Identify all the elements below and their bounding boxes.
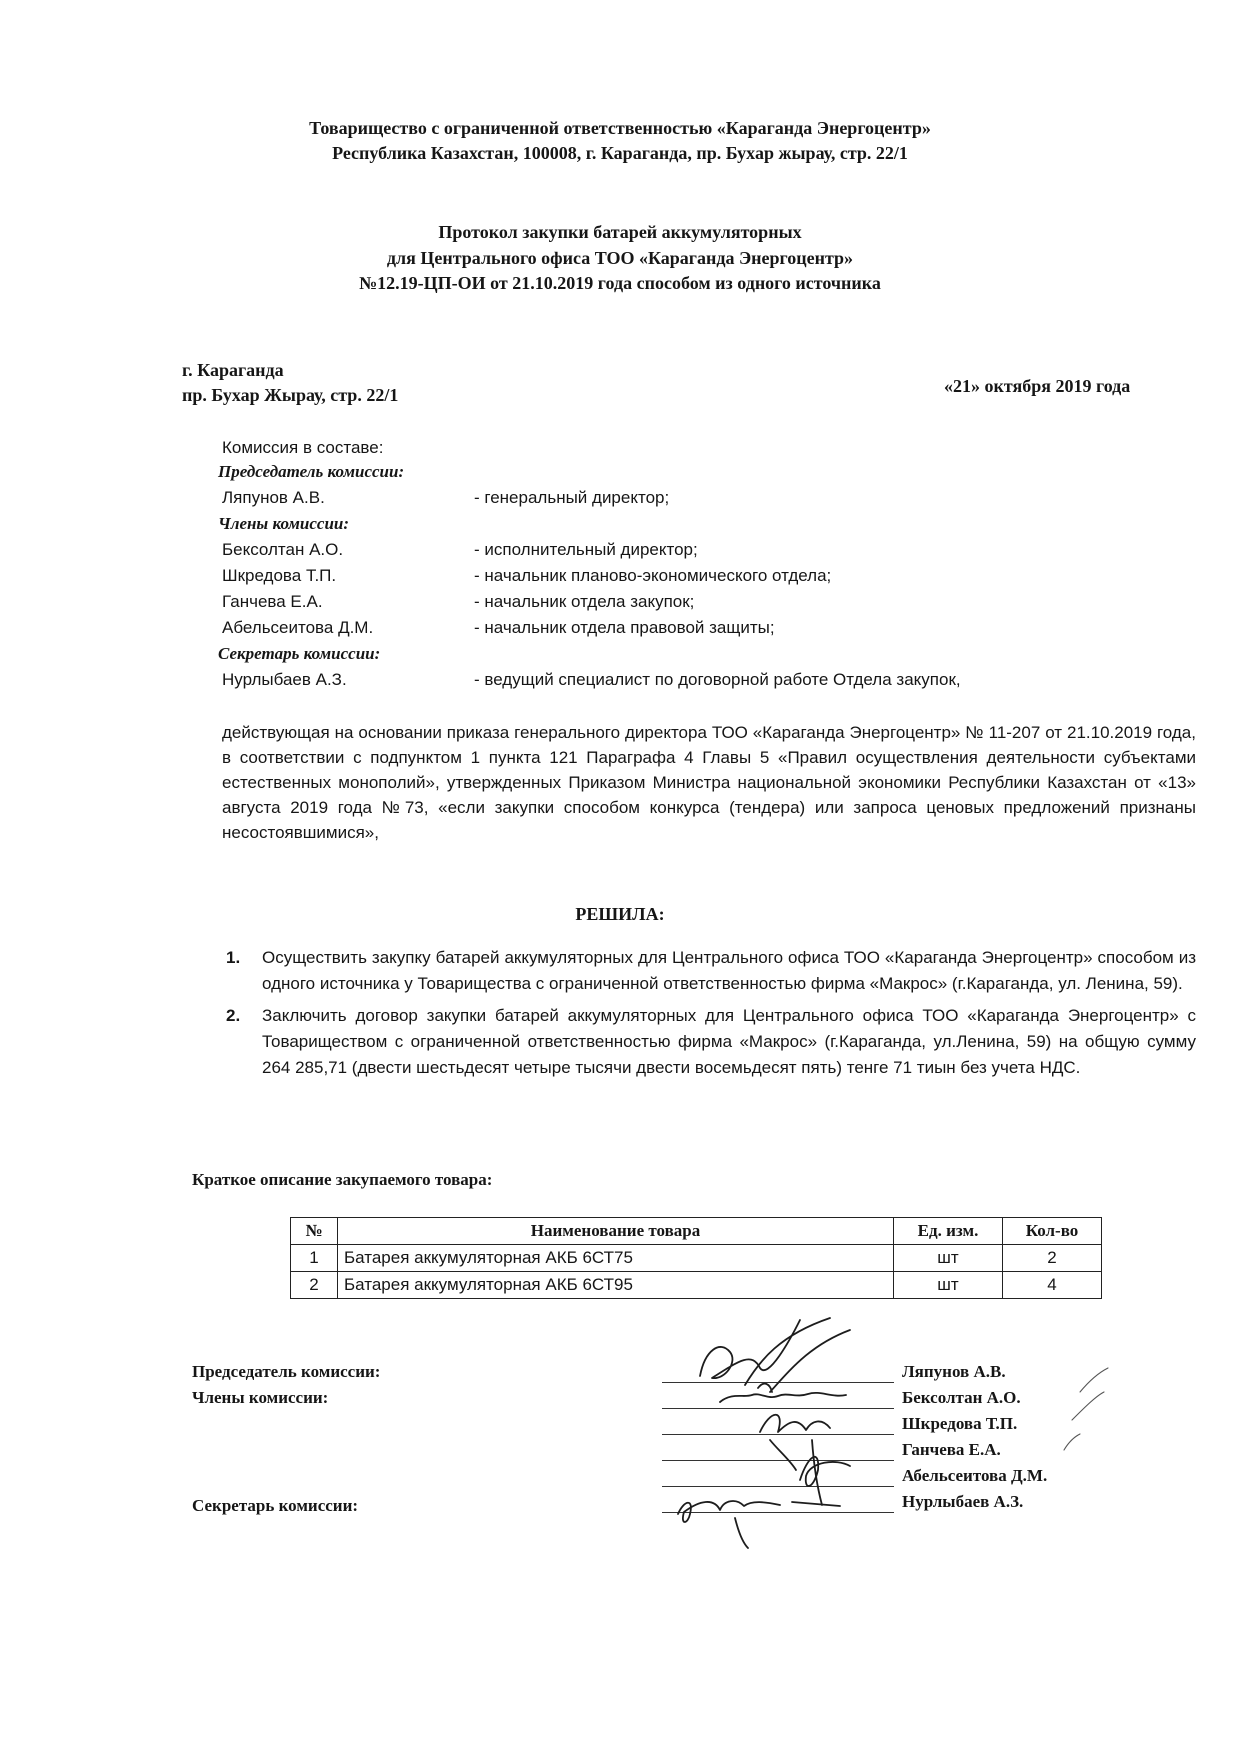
signer-name: Ляпунов А.В. bbox=[902, 1362, 1006, 1381]
column-header: Ед. изм. bbox=[894, 1218, 1003, 1245]
protocol-number: №12.19-ЦП-ОИ от 21.10.2019 года способом из одного источника bbox=[359, 273, 881, 293]
members-heading: Члены комиссии: bbox=[218, 514, 350, 533]
member-name: Ганчева Е.А. bbox=[222, 592, 323, 611]
signer-name: Нурлыбаев А.З. bbox=[902, 1492, 1024, 1511]
signature-scribble bbox=[1064, 1434, 1080, 1450]
member-role: - начальник планово-экономического отдела; bbox=[474, 566, 832, 585]
signer-name: Абельсеитова Д.М. bbox=[902, 1466, 1048, 1485]
org-address: Республика Казахстан, 100008, г. Караганда, пр. Бухар жырау, стр. 22/1 bbox=[332, 143, 908, 163]
chair-signature-label: Председатель комиссии: bbox=[192, 1362, 381, 1381]
item-unit: шт bbox=[894, 1272, 1003, 1299]
signature-scribble bbox=[700, 1320, 800, 1378]
item-quantity: 4 bbox=[1003, 1272, 1102, 1299]
decision-number: 1. bbox=[226, 948, 241, 967]
decided-heading: РЕШИЛА: bbox=[575, 904, 665, 924]
item-quantity: 2 bbox=[1003, 1245, 1102, 1272]
signer-name: Бексолтан А.О. bbox=[902, 1388, 1021, 1407]
decision-text: Осуществить закупку батарей аккумуляторных для Центрального офиса ТОО «Караганда Энергоцентр» способом из одного источника у Товарищества с ограниченной ответственностью фирма «Макрос» (г.Караганда, ул. Ленина, 59). bbox=[262, 948, 1196, 993]
address: пр. Бухар Жырау, стр. 22/1 bbox=[182, 385, 399, 405]
member-name: Шкредова Т.П. bbox=[222, 566, 337, 585]
secretary-signature-label: Секретарь комиссии: bbox=[192, 1496, 359, 1515]
signature-scribble bbox=[1080, 1368, 1108, 1392]
signature-scribble bbox=[678, 1501, 780, 1522]
org-name: Товарищество с ограниченной ответственностью «Караганда Энергоцентр» bbox=[309, 118, 931, 138]
row-number: 1 bbox=[291, 1245, 338, 1272]
signature-scribble bbox=[720, 1393, 846, 1402]
signer-name: Ганчева Е.А. bbox=[902, 1440, 1001, 1459]
member-name: Бексолтан А.О. bbox=[222, 540, 344, 559]
signature-scribble bbox=[800, 1457, 850, 1486]
signature-scribble bbox=[745, 1318, 830, 1385]
secretary-heading: Секретарь комиссии: bbox=[218, 644, 381, 663]
city: г. Караганда bbox=[182, 360, 284, 380]
signature-scribble bbox=[770, 1330, 850, 1392]
decision-number: 2. bbox=[226, 1006, 241, 1025]
chair-role: - генеральный директор; bbox=[474, 488, 670, 507]
member-role: - начальник отдела закупок; bbox=[474, 592, 695, 611]
member-role: - начальник отдела правовой защиты; bbox=[474, 618, 775, 637]
signature-scribble bbox=[792, 1502, 840, 1506]
signature-scribble bbox=[760, 1415, 830, 1432]
secretary-name: Нурлыбаев А.З. bbox=[222, 670, 347, 689]
chair-heading: Председатель комиссии: bbox=[218, 462, 405, 481]
basis-paragraph: действующая на основании приказа генерального директора ТОО «Караганда Энергоцентр» № 11-207 от 21.10.2019 года, в соответствии с подпунктом 1 пункта 121 Параграфа 4 Главы 5 «Правил осуществления деятельности субъектами естественных монополий», утвержденных Приказом Министра национальной экономики Республики Казахстан от «13» августа 2019 года №73, «если закупки способом конкурса (тендера) или запроса ценовых предложений признаны несостоявшимися», bbox=[222, 723, 1196, 842]
signature-scribble bbox=[735, 1518, 748, 1548]
goods-heading: Краткое описание закупаемого товара: bbox=[192, 1170, 493, 1189]
decision-text: Заключить договор закупки батарей аккумуляторных для Центрального офиса ТОО «Караганда Энергоцентр» с Товариществом с ограниченной ответственностью фирма «Макрос» (г.Караганда, ул.Ленина, 59) на общую сумму 264 285,71 (двести шестьдесят четыре тысячи двести восемьдесят пять) тенге 71 тиын без учета НДС. bbox=[262, 1006, 1196, 1077]
signature-scribble bbox=[770, 1440, 796, 1470]
protocol-date: «21» октября 2019 года bbox=[944, 376, 1131, 396]
commission-intro: Комиссия в составе: bbox=[222, 438, 384, 457]
signer-name: Шкредова Т.П. bbox=[902, 1414, 1018, 1433]
item-name: Батарея аккумуляторная АКБ 6СТ75 bbox=[338, 1245, 894, 1272]
member-role: - исполнительный директор; bbox=[474, 540, 698, 559]
protocol-title-line2: для Центрального офиса ТОО «Караганда Энергоцентр» bbox=[386, 248, 854, 268]
member-name: Абельсеитова Д.М. bbox=[222, 618, 374, 637]
column-header: № bbox=[291, 1218, 338, 1245]
item-unit: шт bbox=[894, 1245, 1003, 1272]
column-header: Кол-во bbox=[1003, 1218, 1102, 1245]
chair-name: Ляпунов А.В. bbox=[222, 488, 325, 507]
row-number: 2 bbox=[291, 1272, 338, 1299]
column-header: Наименование товара bbox=[338, 1218, 894, 1245]
signature-scribble bbox=[758, 1384, 772, 1392]
members-signature-label: Члены комиссии: bbox=[192, 1388, 329, 1407]
signature-scribble bbox=[1072, 1392, 1104, 1420]
protocol-title: Протокол закупки батарей аккумуляторных bbox=[438, 222, 802, 242]
secretary-role: - ведущий специалист по договорной работе Отдела закупок, bbox=[474, 670, 961, 689]
item-name: Батарея аккумуляторная АКБ 6СТ95 bbox=[338, 1272, 894, 1299]
